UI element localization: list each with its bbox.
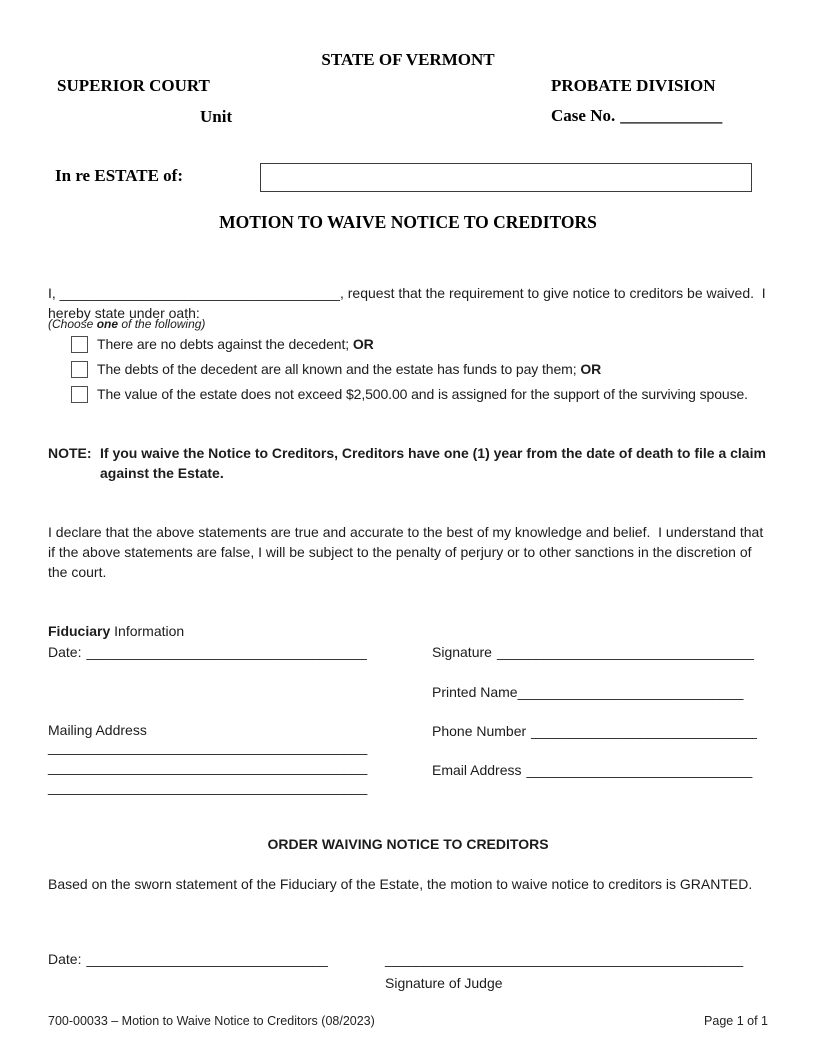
option-text-1: There are no debts against the decedent;: [97, 336, 353, 352]
case-number-label: Case No.: [551, 106, 616, 125]
choose-prefix: (Choose: [48, 317, 97, 331]
option-text-3: The value of the estate does not exceed $2,500.00 and is assigned for the support of the surviving spouse.: [97, 386, 748, 402]
fiduciary-heading: [48, 621, 184, 641]
fiduciary-heading-rest: Information: [110, 623, 185, 639]
case-number-row: [551, 106, 722, 126]
fiduciary-date-blank: ____________________________________: [86, 644, 367, 660]
phone-number-blank: _____________________________: [531, 723, 757, 739]
option-label-3: [97, 385, 748, 404]
footer-form-number: 700-00033 – Motion to Waive Notice to Creditors (08/2023): [48, 1014, 375, 1028]
signature-blank: _________________________________: [496, 644, 754, 660]
order-date-row: [48, 949, 328, 969]
option-or-2: OR: [580, 361, 602, 377]
judge-signature-label: Signature of Judge: [385, 975, 503, 991]
judge-signature-line: ______________________________________________: [385, 951, 744, 967]
email-address-row: [432, 760, 752, 780]
case-number-blank: ____________: [620, 106, 723, 125]
estate-name-input[interactable]: [260, 163, 752, 192]
option-checkbox-1[interactable]: [71, 336, 88, 353]
email-address-blank: _____________________________: [526, 762, 753, 778]
order-date-label: Date:: [48, 951, 82, 967]
declaration-paragraph: I declare that the above statements are true and accurate to the best of my knowledge and belief. I understand that if the above statements are false, I will be subject to the penalty of perjury or to other sanctions in the discretion of the court.: [48, 524, 768, 580]
choose-suffix: of the following): [118, 317, 206, 331]
division-heading: PROBATE DIVISION: [551, 76, 716, 95]
intro-name-blank: ____________________________________: [59, 285, 340, 301]
email-address-label: Email Address: [432, 762, 522, 778]
order-heading: ORDER WAIVING NOTICE TO CREDITORS: [267, 836, 549, 852]
option-label-2: [97, 360, 601, 379]
unit-label: Unit: [200, 107, 233, 126]
printed-name-label: Printed Name: [432, 684, 518, 700]
fiduciary-heading-bold: Fiduciary: [48, 623, 111, 639]
options-group: [71, 335, 768, 410]
phone-number-label: Phone Number: [432, 723, 527, 739]
state-heading: STATE OF VERMONT: [321, 50, 495, 69]
option-or-1: OR: [352, 336, 374, 352]
signature-row: [432, 642, 754, 662]
intro-suffix: , request that the requirement to give notice to creditors be waived. I hereby state under oath:: [48, 285, 770, 321]
phone-number-row: [432, 721, 757, 741]
footer-page-number: Page 1 of 1: [704, 1014, 768, 1028]
fiduciary-date-row: [48, 642, 367, 662]
printed-name-blank: _____________________________: [517, 684, 744, 700]
order-paragraph: Based on the sworn statement of the Fiduciary of the Estate, the motion to waive notice to creditors is GRANTED.: [48, 876, 753, 892]
order-date-blank: _______________________________: [86, 951, 328, 967]
mailing-address-label: Mailing Address: [48, 722, 147, 738]
mailing-address-line-3: _________________________________________: [48, 779, 368, 795]
court-heading: SUPERIOR COURT: [57, 76, 210, 95]
fiduciary-date-label: Date:: [48, 644, 82, 660]
note-text: If you waive the Notice to Creditors, Creditors have one (1) year from the date of death to file a claim against the Estate.: [100, 445, 770, 481]
printed-name-row: [432, 682, 743, 702]
estate-label: In re ESTATE of:: [55, 166, 183, 185]
note-block: [48, 443, 772, 483]
option-checkbox-3[interactable]: [71, 386, 88, 403]
option-checkbox-2[interactable]: [71, 361, 88, 378]
mailing-address-line-2: _________________________________________: [48, 759, 368, 775]
choose-one-instruction: [48, 317, 205, 332]
option-text-2: The debts of the decedent are all known and the estate has funds to pay them;: [97, 361, 581, 377]
option-label-1: [97, 335, 374, 354]
note-label: NOTE:: [48, 445, 92, 461]
signature-label: Signature: [432, 644, 492, 660]
intro-prefix: I,: [48, 285, 60, 301]
form-title: MOTION TO WAIVE NOTICE TO CREDITORS: [219, 212, 597, 232]
option-row-1: [71, 335, 768, 354]
choose-bold-word: one: [96, 317, 119, 331]
option-row-3: [71, 385, 768, 404]
option-row-2: [71, 360, 768, 379]
mailing-address-line-1: _________________________________________: [48, 739, 368, 755]
